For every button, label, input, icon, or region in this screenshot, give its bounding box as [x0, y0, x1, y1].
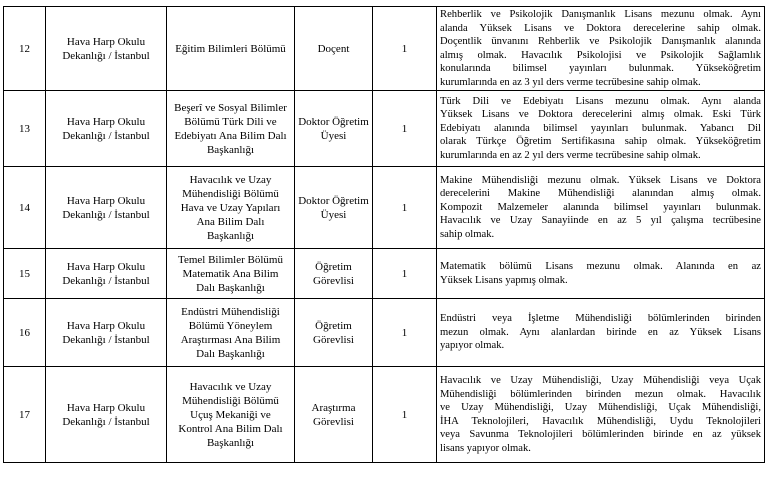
row-count: 1	[373, 367, 437, 463]
row-title: Doçent	[295, 7, 373, 91]
row-title: Öğretim Görevlisi	[295, 299, 373, 367]
document-page	[3, 6, 765, 463]
table-row	[4, 167, 765, 249]
row-count: 1	[373, 91, 437, 167]
row-number: 16	[4, 299, 46, 367]
row-requirements: Matematik bölümü Lisans mezunu olmak. Alanında en az Yüksek Lisans yapmış olmak.	[437, 249, 765, 299]
row-number: 12	[4, 7, 46, 91]
row-unit: Beşerî ve Sosyal Bilimler Bölümü Türk Dili ve Edebiyatı Ana Bilim Dalı Başkanlığı	[167, 91, 295, 167]
row-number: 13	[4, 91, 46, 167]
row-requirements: Türk Dili ve Edebiyatı Lisans mezunu olmak. Aynı alanda Yüksek Lisans ve Doktora derecelerini almış olmak. Eski Türk Edebiyatı alanında bilimsel yayınları bulunmak. Yabancı Dil olarak Türkçe Öğretim Sertifikasına sahip olmak. Yükseköğretim kurumlarında en az 2 yıl ders verme tecrübesine sahip olmak.	[437, 91, 765, 167]
table-row	[4, 91, 765, 167]
row-unit: Havacılık ve Uzay Mühendisliği Bölümü Uçuş Mekaniği ve Kontrol Ana Bilim Dalı Başkanlığı	[167, 367, 295, 463]
row-location: Hava Harp Okulu Dekanlığı / İstanbul	[46, 299, 167, 367]
row-title: Öğretim Görevlisi	[295, 249, 373, 299]
row-location: Hava Harp Okulu Dekanlığı / İstanbul	[46, 91, 167, 167]
row-location: Hava Harp Okulu Dekanlığı / İstanbul	[46, 167, 167, 249]
row-count: 1	[373, 7, 437, 91]
table-row	[4, 367, 765, 463]
row-number: 17	[4, 367, 46, 463]
row-title: Doktor Öğretim Üyesi	[295, 91, 373, 167]
row-requirements: Rehberlik ve Psikolojik Danışmanlık Lisans mezunu olmak. Aynı alanda Yüksek Lisans ve Doktora derecelerine sahip olmak. Doçentlik ünvanını Rehberlik ve Psikolojik Danışmanlık alanında almış olmak. Havacılık Psikolojisi ve Psikolojik Sağlamlık konularında bilimsel yayınları bulunmak. Yükseköğretim kurumlarında en az 3 yıl ders verme tecrübesine sahip olmak.	[437, 7, 765, 91]
row-location: Hava Harp Okulu Dekanlığı / İstanbul	[46, 7, 167, 91]
row-requirements: Endüstri veya İşletme Mühendisliği bölümlerinden birinden mezun olmak. Aynı alanlardan birinde en az Yüksek Lisans yapıyor olmak.	[437, 299, 765, 367]
row-number: 14	[4, 167, 46, 249]
row-unit: Eğitim Bilimleri Bölümü	[167, 7, 295, 91]
row-location: Hava Harp Okulu Dekanlığı / İstanbul	[46, 249, 167, 299]
table-row	[4, 249, 765, 299]
position-table	[3, 6, 765, 463]
row-title: Doktor Öğretim Üyesi	[295, 167, 373, 249]
row-number: 15	[4, 249, 46, 299]
row-unit: Havacılık ve Uzay Mühendisliği Bölümü Hava ve Uzay Yapıları Ana Bilim Dalı Başkanlığı	[167, 167, 295, 249]
row-title: Araştırma Görevlisi	[295, 367, 373, 463]
row-unit: Endüstri Mühendisliği Bölümü Yöneylem Araştırması Ana Bilim Dalı Başkanlığı	[167, 299, 295, 367]
row-count: 1	[373, 167, 437, 249]
table-row	[4, 7, 765, 91]
row-count: 1	[373, 299, 437, 367]
row-requirements: Havacılık ve Uzay Mühendisliği, Uzay Mühendisliği veya Uçak Mühendisliği bölümlerinden birinden mezun olmak. Havacılık ve Uzay Mühendisliği, Uzay Mühendisliği, Uçak Mühendisliği, İHA Teknolojileri, Havacılık Mühendisliği, Uydu Teknolojileri veya Savunma Teknolojileri bölümlerinden birinde en az yüksek lisans yapıyor olmak.	[437, 367, 765, 463]
row-location: Hava Harp Okulu Dekanlığı / İstanbul	[46, 367, 167, 463]
row-count: 1	[373, 249, 437, 299]
row-unit: Temel Bilimler Bölümü Matematik Ana Bilim Dalı Başkanlığı	[167, 249, 295, 299]
row-requirements: Makine Mühendisliği mezunu olmak. Yüksek Lisans ve Doktora derecelerini Makine Mühendisliği alanından almış olmak. Kompozit Malzemeler alanında bilimsel yayınları bulunmak. Havacılık ve Uzay Sanayiinde en az 5 yıl çalışma tecrübesine sahip olmak.	[437, 167, 765, 249]
table-row	[4, 299, 765, 367]
position-table-body	[4, 7, 765, 463]
